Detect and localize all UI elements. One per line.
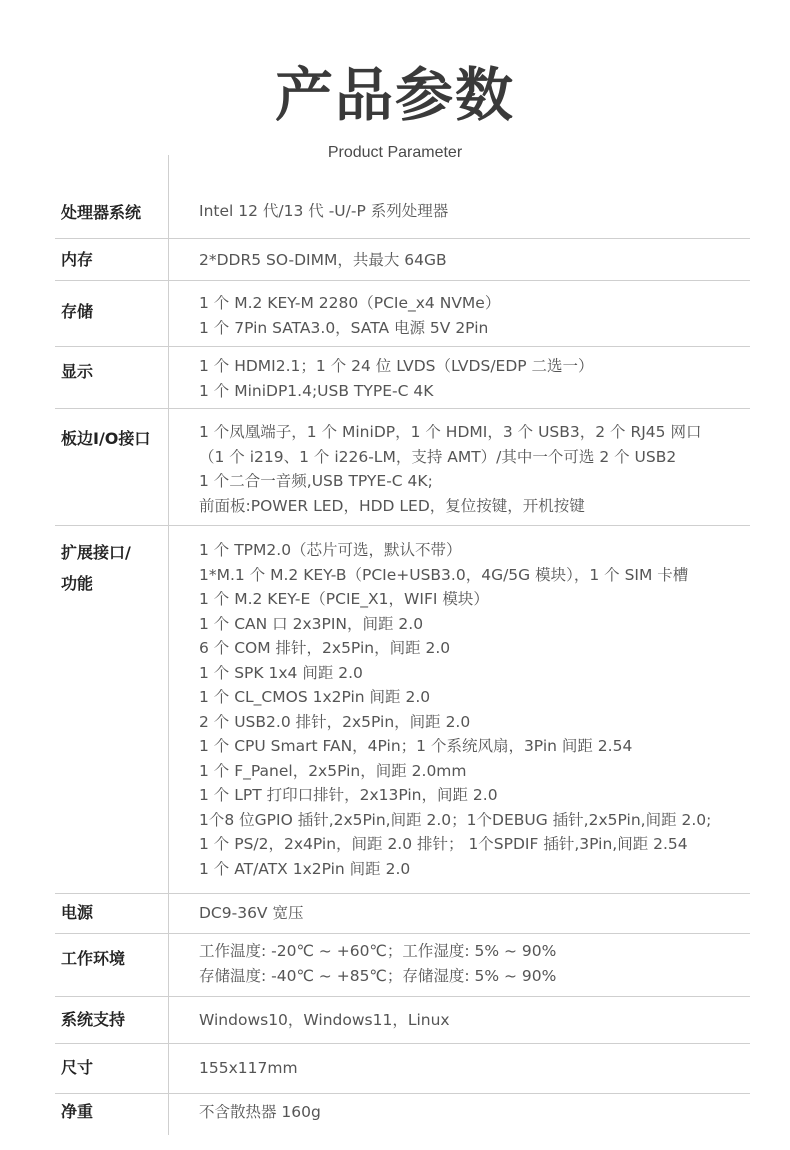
spec-line: 1*M.1 个 M.2 KEY-B（PCIe+USB3.0，4G/5G 模块），1 个 SIM 卡槽 — [199, 565, 689, 584]
spec-label: 扩展接口/功能 — [61, 543, 131, 593]
spec-label: 系统支持 — [61, 1010, 126, 1029]
spec-value — [199, 420, 701, 518]
spec-row-memory — [55, 238, 750, 281]
spec-label: 工作环境 — [61, 949, 126, 968]
spec-line: Windows10，Windows11，Linux — [199, 1011, 450, 1029]
spec-label: 电源 — [61, 903, 94, 922]
page-title: 产品参数 — [274, 61, 515, 129]
spec-line: 1 个 CAN 口 2x3PIN，间距 2.0 — [199, 614, 424, 633]
spec-row-os — [55, 996, 750, 1044]
spec-line: 1 个 AT/ATX 1x2Pin 间距 2.0 — [199, 859, 411, 878]
spec-row-io — [55, 408, 750, 526]
spec-line: 1 个 PS/2，2x4Pin，间距 2.0 排针； 1个SPDIF 插针,3Pin,间距 2.54 — [199, 835, 688, 853]
spec-line: DC9-36V 宽压 — [199, 904, 304, 922]
spec-row-expansion — [55, 525, 750, 894]
spec-row-storage — [55, 280, 750, 347]
spec-label: 净重 — [61, 1102, 94, 1121]
spec-label: 显示 — [61, 362, 94, 381]
spec-line: 1 个 M.2 KEY-M 2280（PCIe_x4 NVMe） — [199, 294, 501, 312]
spec-line: 6 个 COM 排针，2x5Pin，间距 2.0 — [199, 639, 451, 657]
spec-row-power — [55, 893, 750, 934]
spec-value — [199, 1100, 321, 1125]
spec-line: 155x117mm — [199, 1059, 298, 1077]
spec-line: （1 个 i219、1 个 i226-LM，支持 AMT）/其中一个可选 2 个 USB2 — [199, 447, 677, 466]
spec-line: 存储温度: -40℃ ~ +85℃；存储湿度: 5% ~ 90% — [199, 966, 557, 985]
spec-row-size — [55, 1043, 750, 1094]
spec-line: 1 个 HDMI2.1；1 个 24 位 LVDS（LVDS/EDP 二选一） — [199, 357, 594, 375]
spec-row-display — [55, 346, 750, 409]
spec-value — [199, 939, 556, 988]
spec-label: 存储 — [61, 302, 94, 321]
spec-line: 1 个 CL_CMOS 1x2Pin 间距 2.0 — [199, 688, 431, 706]
spec-row-weight — [55, 1093, 750, 1135]
spec-row-cpu — [55, 187, 750, 239]
spec-line: 1 个 M.2 KEY-E（PCIE_X1，WIFI 模块） — [199, 590, 489, 608]
spec-line: 不含散热器 160g — [199, 1103, 321, 1121]
spec-line: 1 个二合一音频,USB TPYE-C 4K; — [199, 472, 433, 490]
spec-line: 1 个 MiniDP1.4;USB TYPE-C 4K — [199, 381, 434, 400]
page-subtitle: Product Parameter — [327, 144, 463, 161]
spec-value — [199, 538, 711, 881]
spec-value — [199, 901, 303, 926]
spec-line: 工作温度: -20℃ ~ +60℃；工作湿度: 5% ~ 90% — [199, 942, 557, 960]
spec-line: 1 个凤凰端子，1 个 MiniDP，1 个 HDMI，3 个 USB3，2 个 RJ45 网口 — [199, 423, 702, 441]
spec-line: Intel 12 代/13 代 -U/-P 系列处理器 — [199, 202, 449, 220]
spec-value — [199, 1008, 450, 1033]
spec-line: 2*DDR5 SO-DIMM，共最大 64GB — [199, 251, 447, 269]
spec-line: 1个8 位GPIO 插针,2x5Pin,间距 2.0；1个DEBUG 插针,2x5Pin,间距 2.0; — [199, 810, 712, 829]
spec-line: 前面板:POWER LED，HDD LED，复位按键，开机按键 — [199, 496, 585, 515]
spec-value — [199, 354, 594, 403]
spec-line: 1 个 F_Panel，2x5Pin，间距 2.0mm — [199, 761, 467, 780]
spec-label: 内存 — [61, 250, 94, 269]
spec-value — [199, 248, 447, 273]
spec-value — [199, 291, 500, 340]
spec-line: 1 个 7Pin SATA3.0，SATA 电源 5V 2Pin — [199, 318, 489, 337]
spec-line: 1 个 SPK 1x4 间距 2.0 — [199, 663, 363, 682]
spec-value — [199, 199, 448, 224]
spec-row-environment — [55, 933, 750, 997]
spec-value — [199, 1056, 298, 1081]
spec-line: 1 个 LPT 打印口排针，2x13Pin，间距 2.0 — [199, 786, 498, 804]
spec-label: 处理器系统 — [61, 203, 142, 222]
spec-label: 尺寸 — [61, 1058, 94, 1077]
spec-line: 2 个 USB2.0 排针，2x5Pin，间距 2.0 — [199, 712, 471, 731]
spec-label: 板边I/O接口 — [61, 429, 151, 448]
spec-line: 1 个 CPU Smart FAN，4Pin；1 个系统风扇，3Pin 间距 2.54 — [199, 737, 633, 755]
spec-line: 1 个 TPM2.0（芯片可选，默认不带） — [199, 541, 462, 559]
